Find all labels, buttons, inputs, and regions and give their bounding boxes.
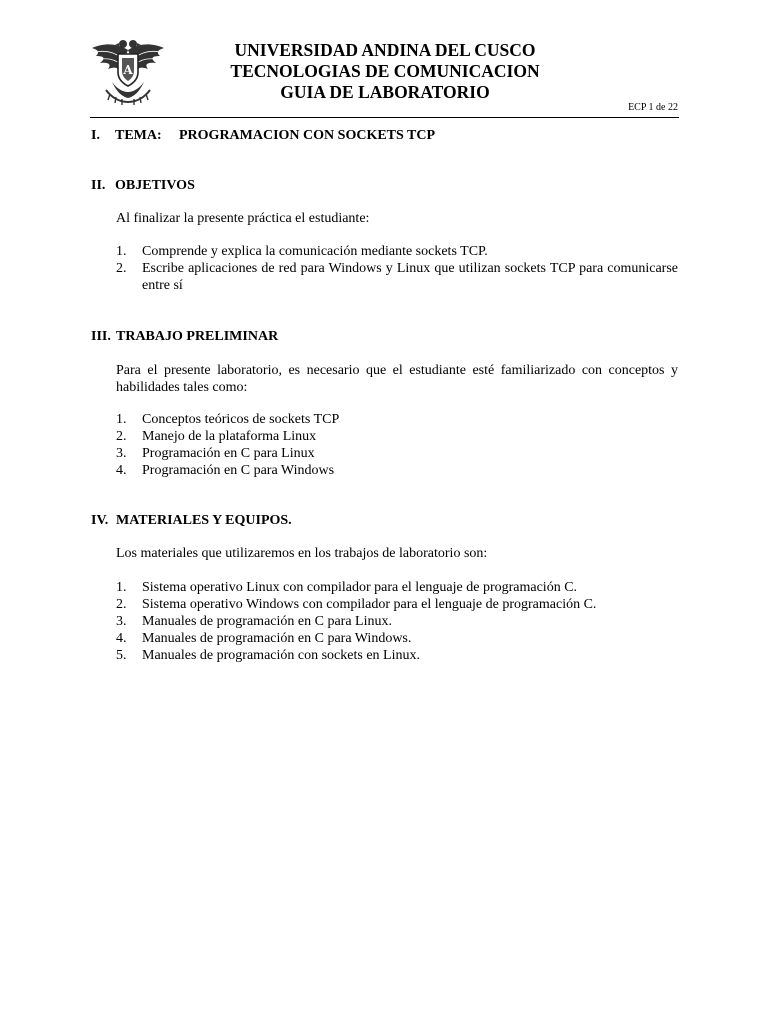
list-item [116,579,678,596]
section-number: I. [91,128,100,143]
list-item [116,243,678,260]
list-item-text: Sistema operativo Linux con compilador para el lenguaje de programación C. [142,580,578,595]
list-item-number: 1. [116,244,127,259]
list-item [116,411,678,428]
list-item-text: Manuales de programación con sockets en Linux. [142,648,420,663]
list-item-number: 4. [116,631,127,646]
list-item-text: Sistema operativo Windows con compilador para el lenguaje de programación C. [142,597,597,612]
header-divider [90,117,679,118]
section-number: III. [91,329,111,344]
section-number: II. [91,178,106,193]
materiales-list [116,579,678,664]
section-number: IV. [91,513,109,528]
list-item-number: 5. [116,648,127,663]
section-objetivos-heading [91,178,195,194]
list-item-text: Manejo de la plataforma Linux [142,429,317,444]
objetivos-list [116,243,678,294]
list-item-text: Programación en C para Linux [142,446,315,461]
university-name: UNIVERSIDAD ANDINA DEL CUSCO [234,40,536,60]
section-title: TRABAJO PRELIMINAR [116,329,279,344]
list-item-number: 1. [116,412,127,427]
header-titles [170,40,600,103]
list-item [116,428,678,445]
list-item-number: 4. [116,463,127,478]
list-item-number: 2. [116,429,127,444]
list-item-number: 3. [116,614,127,629]
list-item-number: 1. [116,580,127,595]
section-title: MATERIALES Y EQUIPOS. [116,513,292,528]
eagle-crest-icon [88,36,168,106]
page-reference: ECP 1 de 22 [628,102,678,113]
list-item-number: 2. [116,597,127,612]
svg-text:A: A [123,63,133,77]
list-item [116,596,678,613]
document-type: GUIA DE LABORATORIO [280,82,490,102]
list-item [116,462,678,479]
tema-label: TEMA: [115,128,162,143]
list-item [116,630,678,647]
list-item-text: Conceptos teóricos de sockets TCP [142,412,340,427]
tema-title: PROGRAMACION CON SOCKETS TCP [179,128,436,143]
list-item-text: Escribe aplicaciones de red para Windows y Linux que utilizan sockets TCP para comunicarse entre sí [142,261,678,293]
list-item-text: Programación en C para Windows [142,463,335,478]
list-item-text: Comprende y explica la comunicación mediante sockets TCP. [142,244,488,259]
list-item [116,647,678,664]
section-tema-heading [91,128,435,144]
list-item-text: Manuales de programación en C para Windows. [142,631,412,646]
list-item [116,445,678,462]
trabajo-list [116,411,678,479]
list-item [116,260,678,294]
trabajo-intro: Para el presente laboratorio, es necesario que el estudiante esté familiarizado con conceptos y habilidades tales como: [116,363,678,395]
section-materiales-heading [91,513,292,529]
list-item-number: 3. [116,446,127,461]
materiales-intro: Los materiales que utilizaremos en los trabajos de laboratorio son: [116,546,488,561]
list-item [116,613,678,630]
course-name: TECNOLOGIAS DE COMUNICACION [230,61,540,81]
section-title: OBJETIVOS [115,178,195,193]
list-item-number: 2. [116,261,127,276]
section-trabajo-heading [91,329,278,345]
objetivos-intro: Al finalizar la presente práctica el estudiante: [116,211,370,226]
list-item-text: Manuales de programación en C para Linux. [142,614,392,629]
